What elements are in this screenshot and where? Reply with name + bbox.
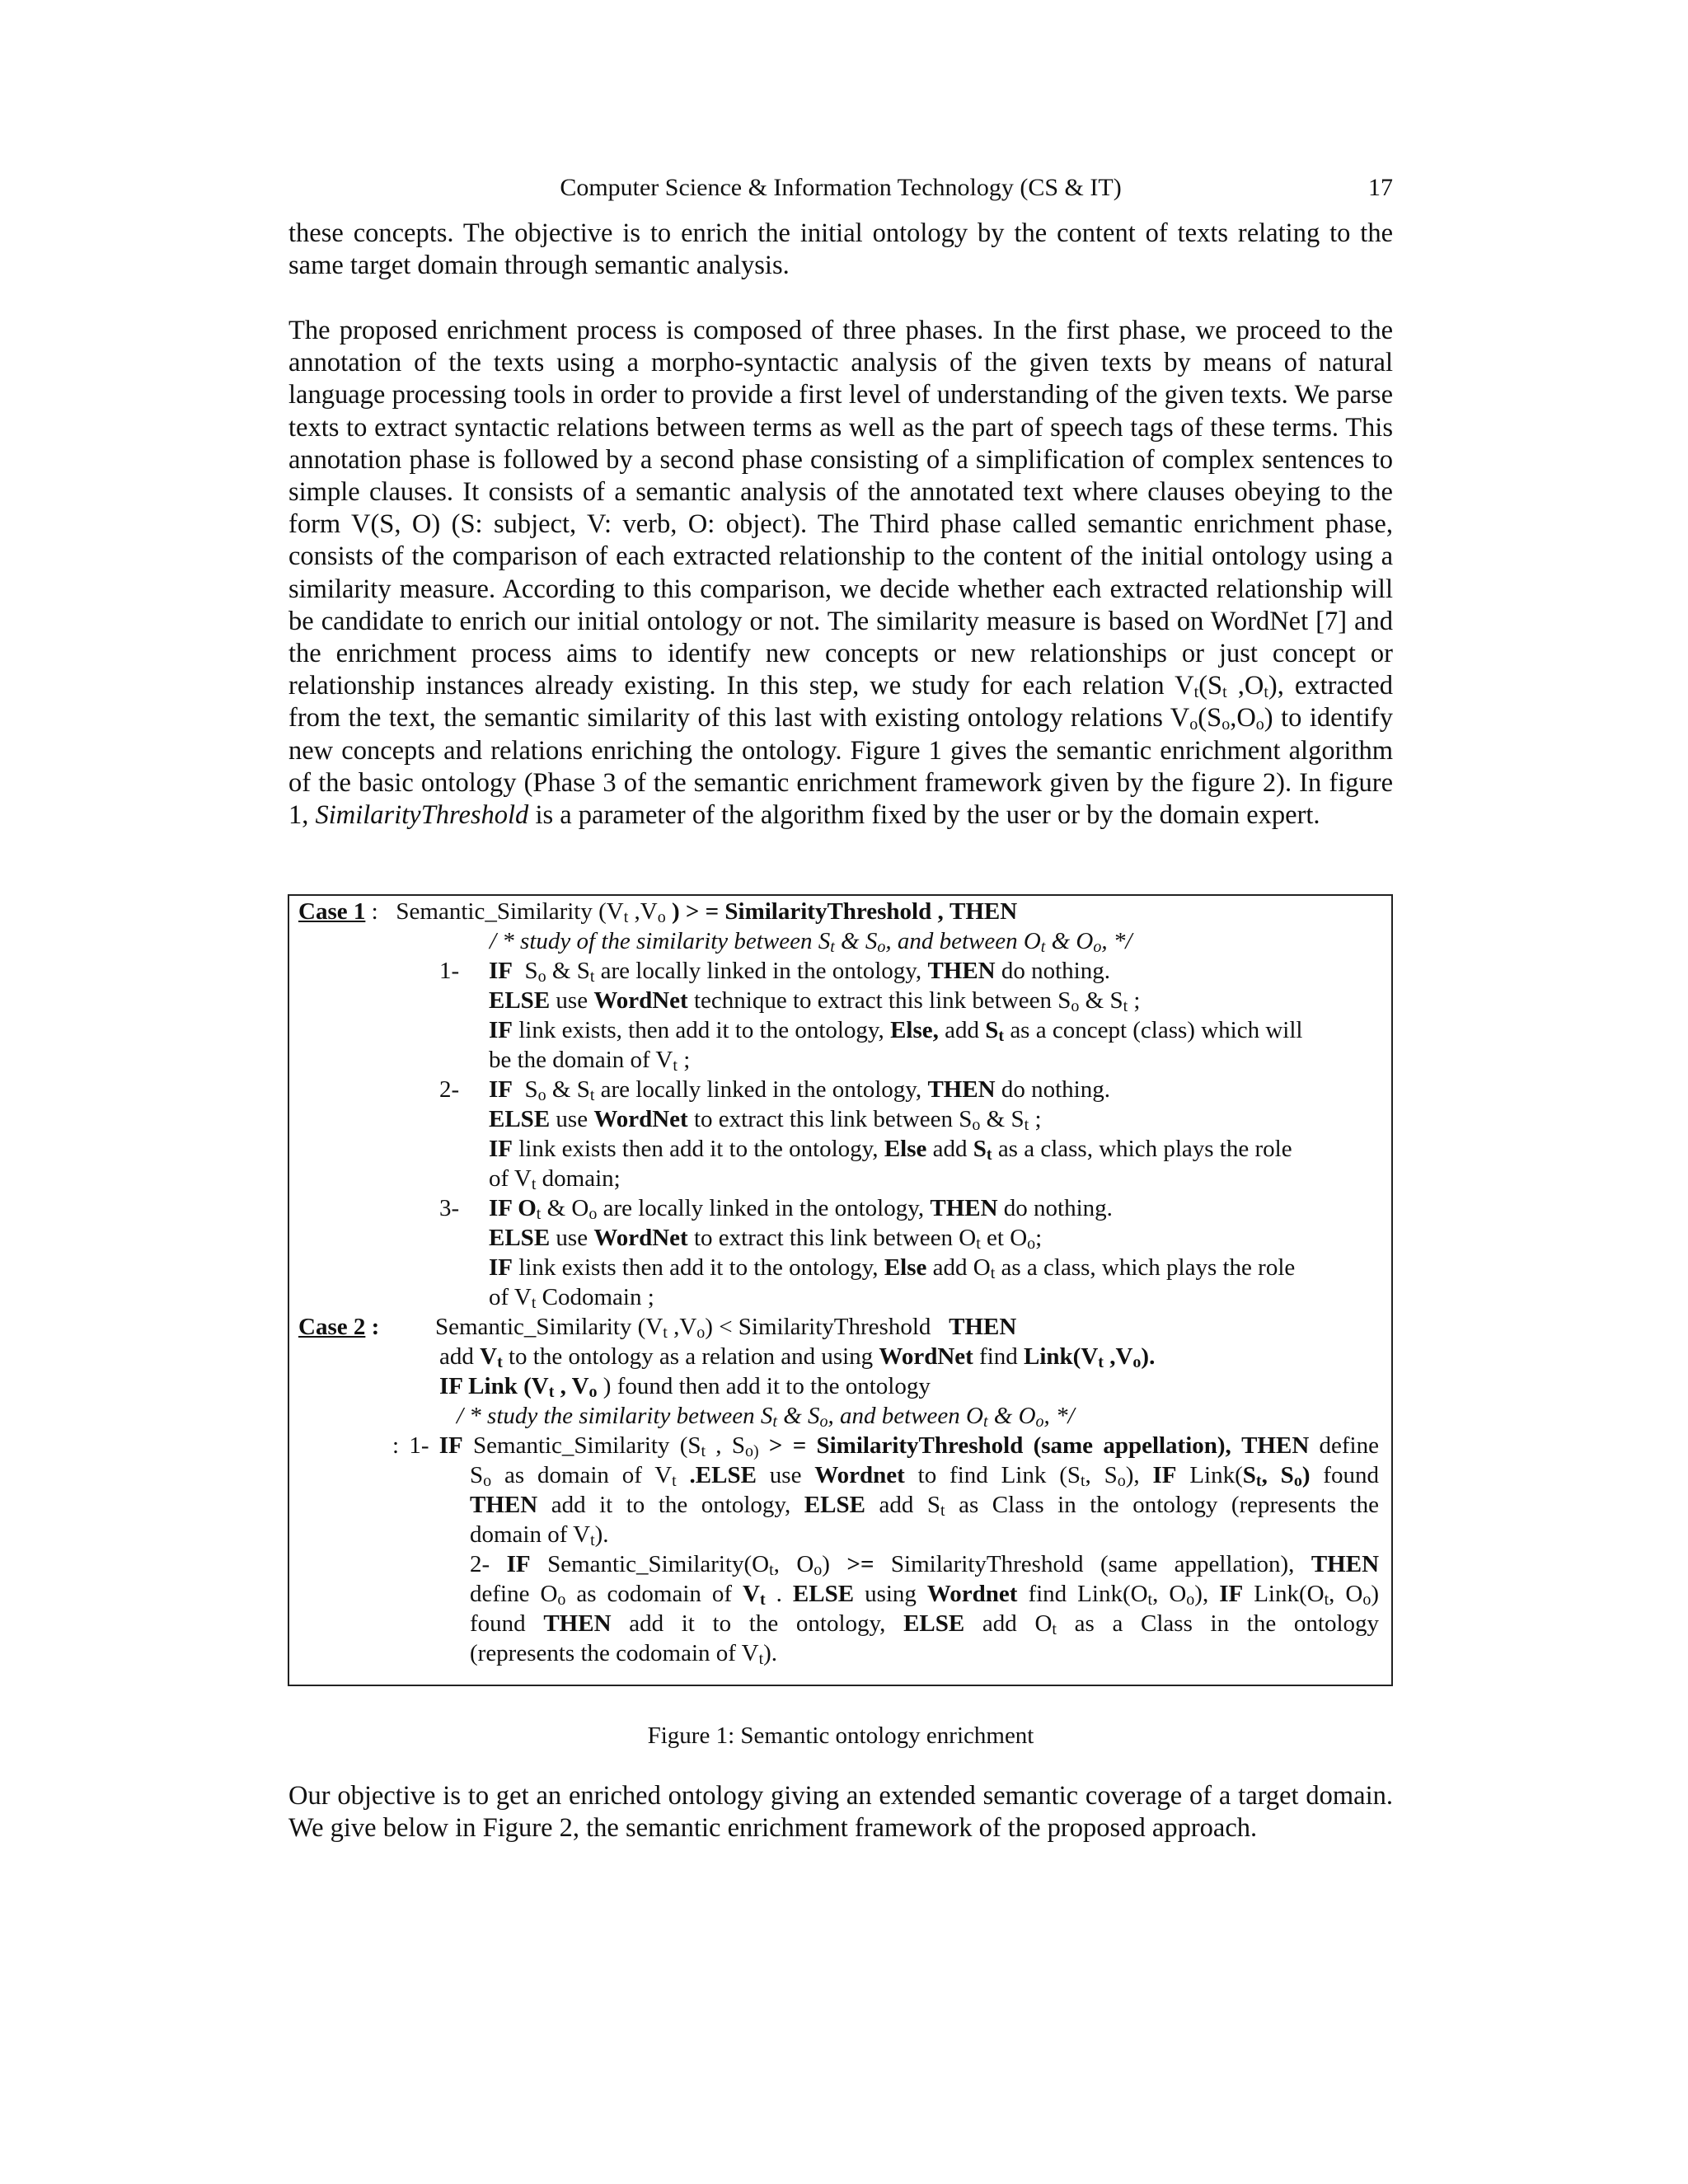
- paragraph-2: The proposed enrichment process is composed of three phases. In the first phase, we proceed to the annotation of the texts using a morpho-syntactic analysis of the given texts by means of natural language processing tools in order to provide a first level of understanding of the given texts. We parse texts to extract syntactic relations between terms as well as the part of speech tags of these terms. This annotation phase is followed by a second phase consisting of a simplification of complex sentences to simple clauses. It consists of a semantic analysis of the annotated text where clauses obeying to the form V(S, O) (S: subject, V: verb, O: object). The Third phase called semantic enrichment phase, consists of the comparison of each extracted relationship to the content of the initial ontology using a similarity measure. According to this comparison, we decide whether each extracted relationship will be candidate to enrich our initial ontology or not. The similarity measure is based on WordNet [7] and the enrichment process aims to identify new concepts or new relationships or just concept or relationship instances already existing. In this step, we study for each relation $V_t(S_t$ $,O_t$), extracted from the text, the semantic similarity of this last with existing ontology relations $V_o(S_o,O_o)$ to identify new concepts and relations enriching the ontology. Figure 1 gives the semantic enrichment algorithm of the basic ontology (Phase 3 of the semantic enrichment framework given by the figure 2). In figure 1, SimilarityThreshold is a parameter of the algorithm fixed by the user or by the domain expert.: [288, 316, 1393, 831]
- case1-item3-line1: IF $O_t$ & $O_o$ are locally linked in the ontology, THEN do nothing.: [489, 1195, 1113, 1223]
- case1-item2-line2: ELSE use WordNet to extract this link between $S_o$ & $S_t$ ;: [489, 1106, 1042, 1134]
- case2-if-link-line: IF Link ($V_t$ , $V_o$ ) found then add it to the ontology: [439, 1373, 931, 1401]
- case2-item1-line3: THEN add it to the ontology, ELSE add $S_t$ as Class in the ontology (represents the: [470, 1492, 1380, 1520]
- algorithm-box: Case 1 : Semantic_Similarity ($V_t$ $,V_o$ ) > = SimilarityThreshold , THEN / * study of the similarity between $S_t$ & $S_o$, and between $O_t$ & $O_o$, */ 1- IF $S_o$ & $S_t$ are locally linked in the ontology, THEN do nothing. ELSE use WordNet technique to extract this link between $S_o$ & $S_t$ ; IF link exists, then add it to the ontology, Else, add $S_t$ as a concept (class) which will be the domain of $V_t$ ; 2- IF $S_o$ & $S_t$ are locally linked in the ontology, THEN do nothing. ELSE use WordNet to extract this link between $S_o$ & $S_t$ ; IF link exists then add it to the ontology, Else add $S_t$ as a class, which plays the role of $V_t$ domain; 3- IF $O_t$ & $O_o$ are locally linked in the ontology, THEN do nothing. ELSE use WordNet to extract this link between $O_t$ et $O_o$; IF link exists then add it to the ontology, Else add $O_t$ as a class, which plays the role of $V_t$ Codomain ; Case 2 : Semantic_Similarity ($V_t$ $,V_o$) < SimilarityThreshold THEN add $V_t$ to the ontology as a relation and using WordNet find $Link(V_t$ $,V_o$). IF Link ($V_t$ , $V_o$ ) found then add it to the ontology / * study the similarity between $S_t$ & $S_o$, and between $O_t$ & $O_o$, */ : 1- IF Semantic_Similarity ($S_t$ , $S_{o)}$ > = SimilarityThreshold (same appellation), THEN define $S_o$ as domain of $V_t$ .ELSE use Wordnet to find Link ($S_t$, $S_o$), IF $Link(S_t$, $S_o$) found THEN add it to the ontology, ELSE add $S_t$ as Class in the ontology (represents the domain of $V_t$). 2- IF $Semantic\_Similarity(O_t$, $O_o$) >= SimilarityThreshold (same appellation), THEN define $O_o$ as codomain of $V_t$ . ELSE using Wordnet find $Link(O_t$, $O_o$), IF $Link(O_t$, $O_o$) found THEN add it to the ontology, ELSE add $O_t$ as a Class in the ontology (represents the codomain of $V_t$).: [288, 894, 1393, 1686]
- case2-item2-line2: define $O_o$ as codomain of $V_t$ . ELSE using Wordnet find $Link(O_t$, $O_o$), IF $Link(O_t$, $O_o$): [470, 1581, 1380, 1609]
- paragraph-1: these concepts. The objective is to enrich the initial ontology by the content of texts relating to the same target domain through semantic analysis.: [288, 218, 1393, 281]
- case2-item1-line1: : 1- IF Semantic_Similarity ($S_t$ , $S_{o)}$ > = SimilarityThreshold (same appellation), THEN define: [392, 1432, 1379, 1460]
- case1-label: Case 1: [298, 898, 366, 925]
- case2-add-line: add $V_t$ to the ontology as a relation and using WordNet find $Link(V_t$ $,V_o$).: [439, 1343, 1156, 1371]
- case2-line: Case 2 :: [298, 1314, 380, 1340]
- similarity-threshold-term: SimilarityThreshold: [315, 800, 529, 831]
- figure-caption: Figure 1: Semantic ontology enrichment: [647, 1722, 1034, 1749]
- journal-title: Computer Science & Information Technology (CS & IT): [560, 174, 1122, 201]
- case1-line: Case 1 : Semantic_Similarity ($V_t$ $,V_o$ ) > = SimilarityThreshold , THEN: [298, 898, 1018, 926]
- case2-item2-line1: 2- IF $Semantic\_Similarity(O_t$, $O_o$) >= SimilarityThreshold (same appellation), THEN: [470, 1551, 1380, 1579]
- case1-item2-line1: IF $S_o$ & $S_t$ are locally linked in the ontology, THEN do nothing.: [489, 1076, 1110, 1104]
- case2-item2-line4: (represents the codomain of $V_t$).: [470, 1640, 778, 1668]
- case2-label: Case 2: [298, 1314, 366, 1340]
- case1-item1-line1: IF $S_o$ & $S_t$ are locally linked in the ontology, THEN do nothing.: [489, 958, 1110, 986]
- case2-item1-line2: $S_o$ as domain of $V_t$ .ELSE use Wordnet to find Link ($S_t$, $S_o$), IF $Link(S_t$, $S_o$) found: [470, 1462, 1379, 1490]
- case1-item3-line2: ELSE use WordNet to extract this link between $O_t$ et $O_o$;: [489, 1225, 1043, 1253]
- case1-item3-line4: of $V_t$ Codomain ;: [489, 1284, 654, 1312]
- case1-item1-line3: IF link exists, then add it to the ontology, Else, add $S_t$ as a concept (class) which will: [489, 1017, 1303, 1045]
- case2-item1-line4: domain of $V_t$).: [470, 1521, 609, 1549]
- case2-item2-line3: found THEN add it to the ontology, ELSE add $O_t$ as a Class in the ontology: [470, 1610, 1379, 1638]
- case1-comment: / * study of the similarity between $S_t$ & $S_o$, and between $O_t$ & $O_o$, */: [490, 928, 1132, 956]
- case2-comment: / * study the similarity between $S_t$ & $S_o$, and between $O_t$ & $O_o$, */: [457, 1403, 1075, 1431]
- case1-item3-line3: IF link exists then add it to the ontology, Else add $O_t$ as a class, which plays the role: [489, 1254, 1296, 1282]
- case1-item1-line4: be the domain of $V_t$ ;: [489, 1047, 691, 1075]
- running-header: [288, 170, 1393, 206]
- case1-item1-line2: ELSE use WordNet technique to extract this link between $S_o$ & $S_t$ ;: [489, 987, 1141, 1015]
- case1-item2-line3: IF link exists then add it to the ontology, Else add $S_t$ as a class, which plays the role: [489, 1136, 1292, 1164]
- page-number: 17: [1368, 174, 1393, 201]
- paragraph-3: Our objective is to get an enriched ontology giving an extended semantic coverage of a target domain. We give below in Figure 2, the semantic enrichment framework of the proposed approach.: [288, 1781, 1393, 1844]
- case2-condition: Semantic_Similarity ($V_t$ $,V_o$) < SimilarityThreshold THEN: [435, 1314, 1017, 1342]
- case1-item2-line4: of $V_t$ domain;: [489, 1165, 621, 1193]
